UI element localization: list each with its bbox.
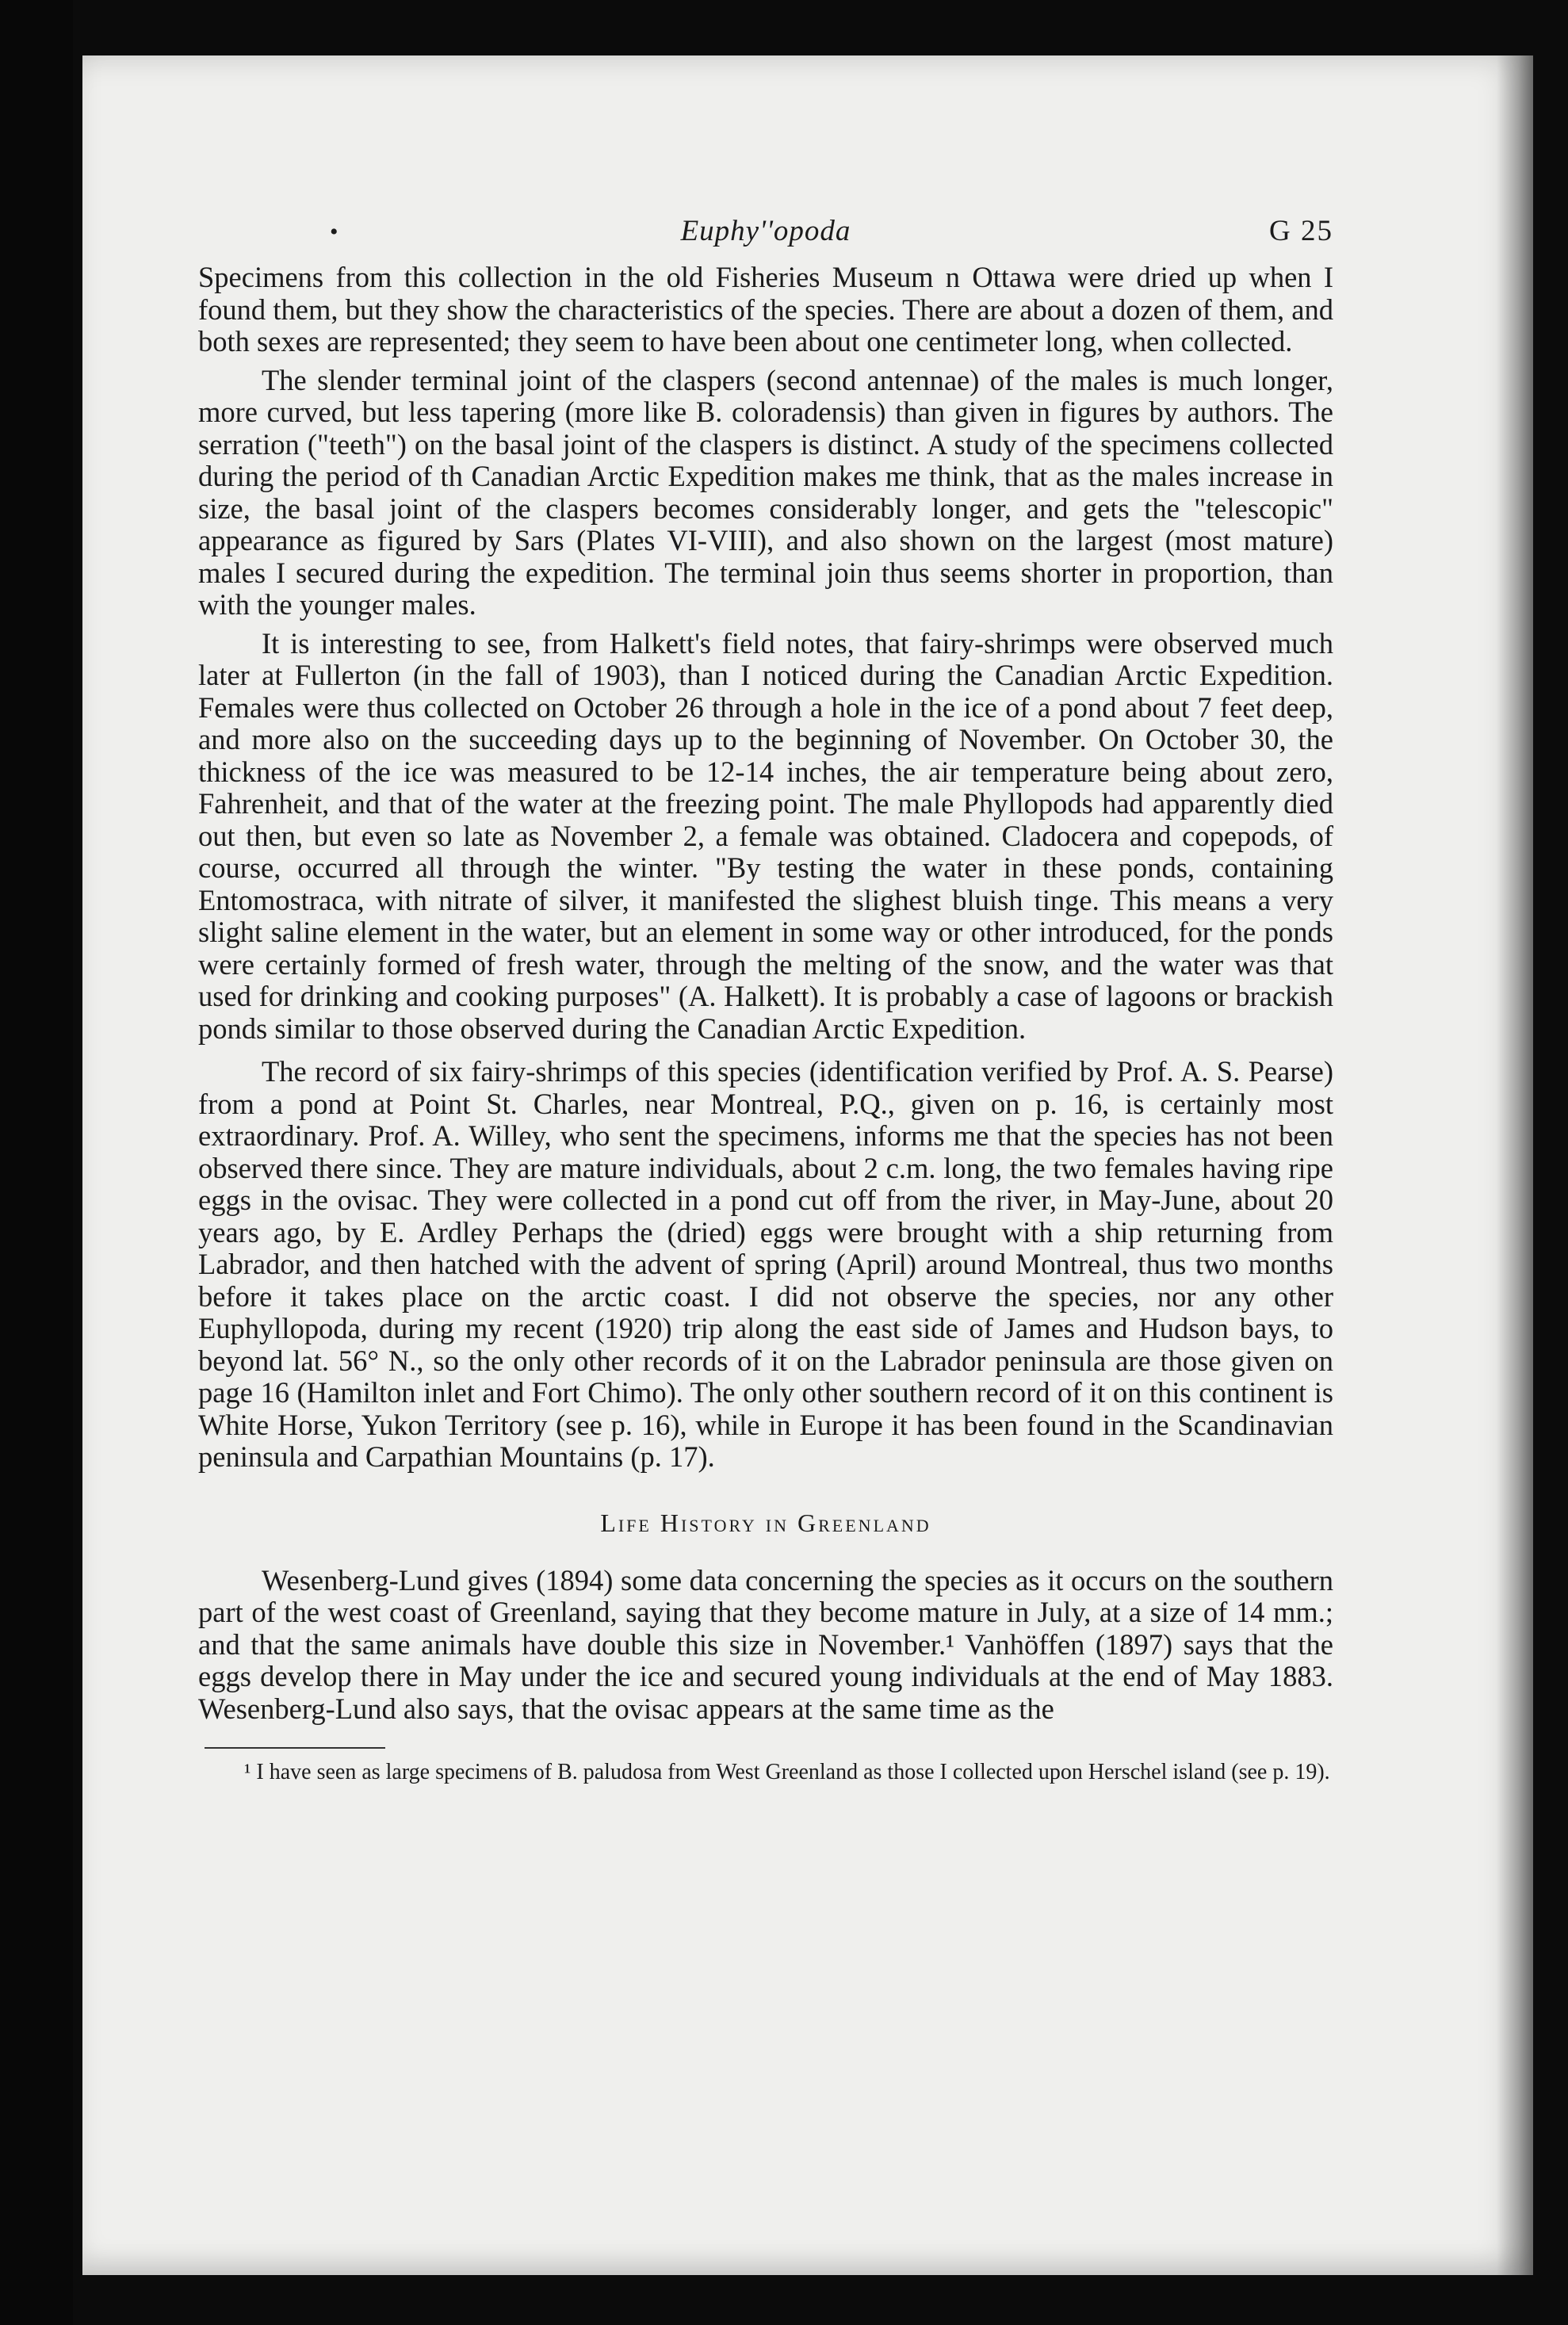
section-heading: Life History in Greenland (600, 1508, 931, 1537)
book-page (82, 55, 1533, 2275)
page-spine-shadow (1497, 55, 1533, 2275)
paragraph-4: The record of six fairy-shrimps of this species (identification verified by Prof. A. S. Pearse) from a pond at Point St. Charles, near Montreal, P.Q., given on p. 16, is certainly most extraordinary. Prof. A. Willey, who sent the specimens, informs me that the species has not been observed there since. They are mature individuals, about 2 c.m. long, the two females having ripe eggs in the ovisac. They were collected in a pond cut off from the river, in May-June, about 20 years ago, by E. Ardley Perhaps the (dried) eggs were brought with a ship returning from Labrador, and then hatched with the advent of spring (April) around Montreal, thus two months before it takes place on the arctic coast. I did not observe the species, nor any other Euphyllopoda, during my recent (1920) trip along the east side of James and Hudson bays, to beyond lat. 56° N., so the only other records of it on the Labrador peninsula are those given on page 16 (Hamilton inlet and Fort Chimo). The only other southern record of it on this continent is White Horse, Yukon Territory (see p. 16), while in Europe it has been found in the Scandinavian peninsula and Carpathian Mountains (p. 17). (198, 1055, 1333, 1473)
paragraph-1: Specimens from this collection in the old Fisheries Museum n Ottawa were dried up when I found them, but they show the characteristics of the species. There are about a dozen of them, and both sexes are represented; they seem to have been about one centimeter long, when collected. (198, 261, 1333, 358)
page-content (198, 214, 1333, 1784)
scan-border-left (0, 0, 73, 2325)
footnote: ¹ I have seen as large specimens of B. paludosa from West Greenland as those I collected upon Herschel island (see p. 19). (244, 1760, 1330, 1784)
page-number: G 25 (1269, 215, 1333, 247)
paragraph-2: The slender terminal joint of the claspers (second antennae) of the males is much longer, more curved, but less tapering (more like B. coloradensis) than given in figures by authors. The serration ("teeth") on the basal joint of the claspers is distinct. A study of the specimens collected during the period of th Canadian Arctic Expedition makes me think, that as the males increase in size, the basal joint of the claspers becomes considerably longer, and gets the "telescopic" appearance as figured by Sars (Plates VI-VIII), and also shown on the largest (most mature) males I secured during the expedition. The terminal join thus seems shorter in proportion, than with the younger males. (198, 363, 1333, 621)
paragraph-3: It is interesting to see, from Halkett's field notes, that fairy-shrimps were observed much later at Fullerton (in the fall of 1903), than I noticed during the Canadian Arctic Expedition. Females were thus collected on October 26 through a hole in the ice of a pond about 7 feet deep, and more also on the succeeding days up to the beginning of November. On October 30, the thickness of the ice was measured to be 12-14 inches, the air temperature being about zero, Fahrenheit, and that of the water at the freezing point. The male Phyllopods had apparently died out then, but even so late as November 2, a female was obtained. Cladocera and copepods, of course, occurred all through the winter. "By testing the water in these ponds, containing Entomostraca, with nitrate of silver, it manifested the slighest bluish tinge. This means a very slight saline element in the water, but an element in some way or other introduced, for the ponds were certainly formed of fresh water, through the melting of the snow, and the water was that used for drinking and cooking purposes" (A. Halkett). It is probably a case of lagoons or brackish ponds similar to those observed during the Canadian Arctic Expedition. (198, 626, 1333, 1045)
paragraph-5: Wesenberg-Lund gives (1894) some data concerning the species as it occurs on the southern part of the west coast of Greenland, saying that they become mature in July, at a size of 14 mm.; and that the same animals have double this size in November.¹ Vanhöffen (1897) says that the eggs develop there in May under the ice and secured young individuals at the end of May 1883. Wesenberg-Lund also says, that the ovisac appears at the same time as the (198, 1563, 1333, 1725)
running-head-mark: • (330, 219, 338, 245)
footnote-rule (205, 1747, 385, 1749)
running-head (198, 214, 1333, 262)
running-head-title: Euphy''opoda (680, 215, 851, 247)
